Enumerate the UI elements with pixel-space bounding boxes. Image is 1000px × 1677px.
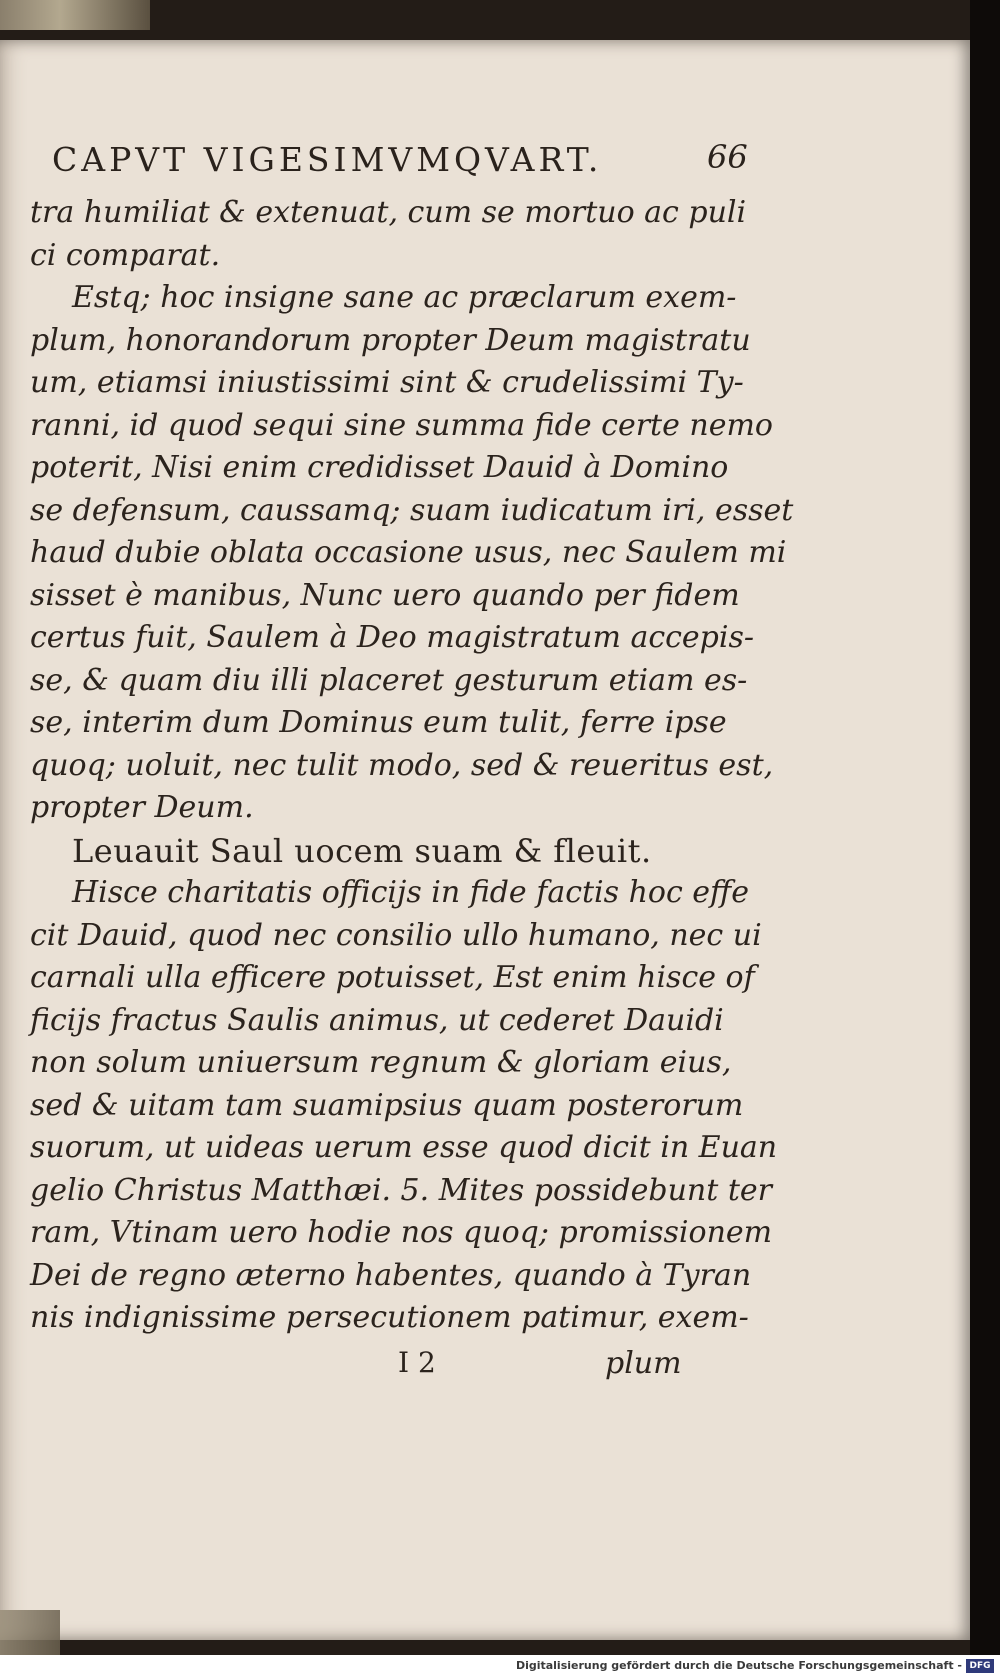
digitization-footer <box>0 1655 1000 1677</box>
text-line: certus fuit, Saulem à Deo magistratum accepis- <box>30 620 755 655</box>
text-line: suorum, ut uideas uerum esse quod dicit in Euan <box>30 1130 778 1165</box>
text-line: nis indignissime persecutionem patimur, exem- <box>30 1300 749 1335</box>
text-line: Hisce charitatis officijs in fide factis hoc effe <box>72 875 750 910</box>
text-line: poterit, Nisi enim credidisset Dauid à Domino <box>30 450 729 485</box>
page-header <box>52 138 748 192</box>
text-line: plum, honorandorum propter Deum magistratu <box>30 322 751 358</box>
book-page <box>0 40 970 1640</box>
catchword: plum <box>605 1346 682 1381</box>
text-line: carnali ulla efficere potuisset, Est enim hisce of <box>30 960 755 995</box>
text-line: se, & quam diu illi placeret gesturum etiam es- <box>30 662 748 698</box>
text-line: tra humiliat & extenuat, cum se mortuo ac puli <box>30 195 747 230</box>
text-line: se, interim dum Dominus eum tulit, ferre ipse <box>30 705 727 740</box>
text-line: cit Dauid, quod nec consilio ullo humano, nec ui <box>30 917 762 953</box>
text-line: ci comparat. <box>30 237 221 273</box>
running-head: CAPVT VIGESIMVMQVART. <box>52 140 603 179</box>
scan-edge <box>970 0 1000 1655</box>
text-line: Dei de regno æterno habentes, quando à Tyran <box>30 1257 752 1293</box>
text-line: sisset è manibus, Nunc uero quando per fidem <box>30 577 740 613</box>
text-line: se defensum, caussamq; suam iudicatum iri, esset <box>30 492 794 528</box>
text-line: ram, Vtinam uero hodie nos quoq; promissionem <box>30 1215 773 1250</box>
text-line: um, etiamsi iniustissimi sint & crudelissimi Ty- <box>30 365 744 400</box>
text-line: quoq; uoluit, nec tulit modo, sed & reueritus est, <box>30 747 774 783</box>
text-line: propter Deum. <box>30 790 254 825</box>
text-line: gelio Christus Matthæi. 5. Mites possidebunt ter <box>30 1172 772 1208</box>
body-text <box>30 192 794 1340</box>
funding-credit: Digitalisierung gefördert durch die Deutsche Forschungsgemeinschaft - <box>515 1659 962 1672</box>
text-line: ficijs fractus Saulis animus, ut cederet Dauidi <box>30 1002 724 1038</box>
page-foot <box>30 1346 690 1390</box>
text-line: Estq; hoc insigne sane ac præclarum exem- <box>72 280 737 315</box>
text-line: non solum uniuersum regnum & gloriam eius, <box>30 1045 732 1080</box>
folio-number: 66 <box>707 138 748 176</box>
section-heading: Leuauit Saul uocem suam & fleuit. <box>72 831 652 870</box>
text-line: ranni, id quod sequi sine summa fide certe nemo <box>30 407 773 443</box>
binding-fragment-top <box>0 0 150 30</box>
signature-mark: I 2 <box>398 1346 436 1379</box>
dfg-logo: DFG <box>966 1659 994 1673</box>
text-line: sed & uitam tam suamipsius quam posterorum <box>30 1087 744 1123</box>
text-line: haud dubie oblata occasione usus, nec Saulem mi <box>30 535 787 570</box>
